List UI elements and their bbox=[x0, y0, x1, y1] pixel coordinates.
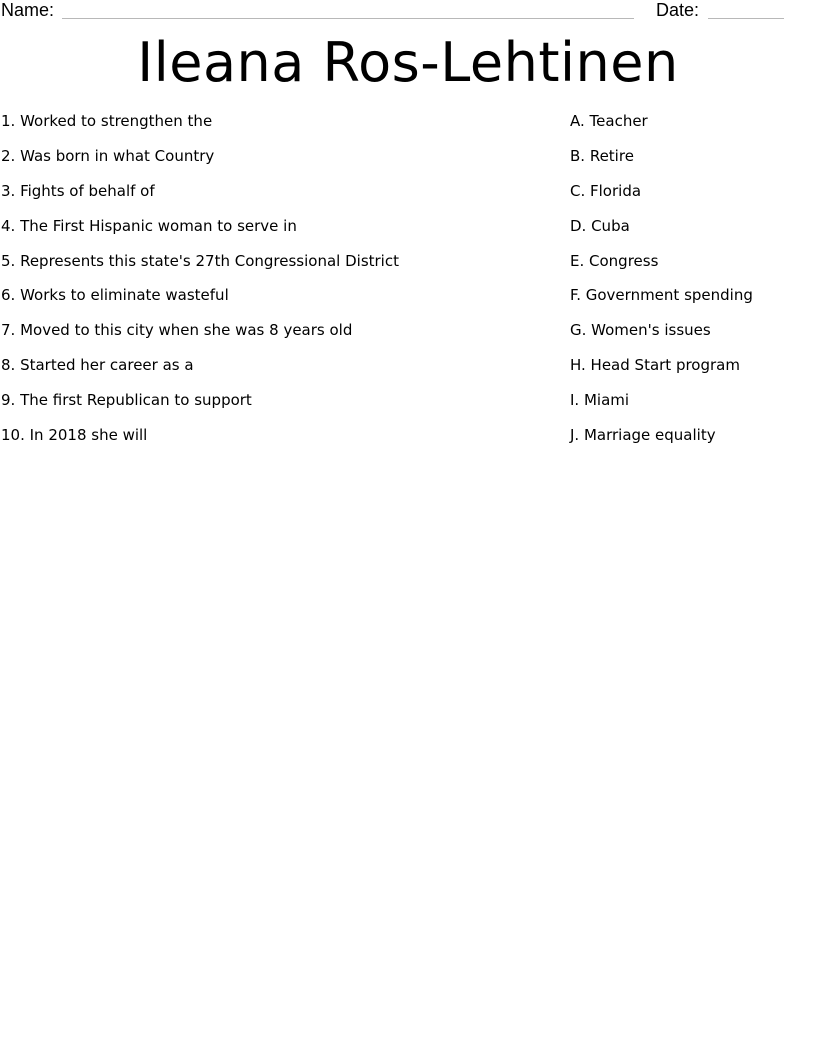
answer-item: F. Government spending bbox=[570, 286, 753, 305]
answer-item: C. Florida bbox=[570, 181, 642, 200]
clue-list bbox=[1, 110, 541, 459]
clue-item: 5. Represents this state's 27th Congressional District bbox=[1, 251, 399, 270]
answer-item: B. Retire bbox=[570, 146, 634, 165]
clue-item: 10. In 2018 she will bbox=[1, 426, 148, 445]
date-blank-line[interactable] bbox=[708, 18, 784, 19]
clue-item: 6. Works to eliminate wasteful bbox=[1, 286, 229, 305]
name-label: Name: bbox=[1, 0, 55, 20]
answer-item: E. Congress bbox=[570, 251, 659, 270]
name-blank-line[interactable] bbox=[62, 18, 634, 19]
answer-item: H. Head Start program bbox=[570, 356, 740, 375]
clue-item: 4. The First Hispanic woman to serve in bbox=[1, 216, 297, 235]
answer-item: G. Women's issues bbox=[570, 321, 711, 340]
worksheet-title: Ileana Ros-Lehtinen bbox=[137, 31, 679, 94]
clue-item: 3. Fights of behalf of bbox=[1, 181, 155, 200]
answer-list bbox=[570, 110, 810, 459]
clue-item: 7. Moved to this city when she was 8 years old bbox=[1, 321, 353, 340]
answer-item: I. Miami bbox=[570, 391, 630, 410]
clue-item: 9. The first Republican to support bbox=[1, 391, 252, 410]
worksheet-header bbox=[0, 0, 816, 22]
clue-item: 1. Worked to strengthen the bbox=[1, 112, 213, 130]
clue-item: 8. Started her career as a bbox=[1, 356, 194, 375]
answer-item: J. Marriage equality bbox=[570, 426, 716, 445]
clue-item: 2. Was born in what Country bbox=[1, 146, 215, 165]
answer-item: A. Teacher bbox=[570, 112, 648, 130]
answer-item: D. Cuba bbox=[570, 216, 630, 235]
date-label: Date: bbox=[656, 0, 700, 20]
